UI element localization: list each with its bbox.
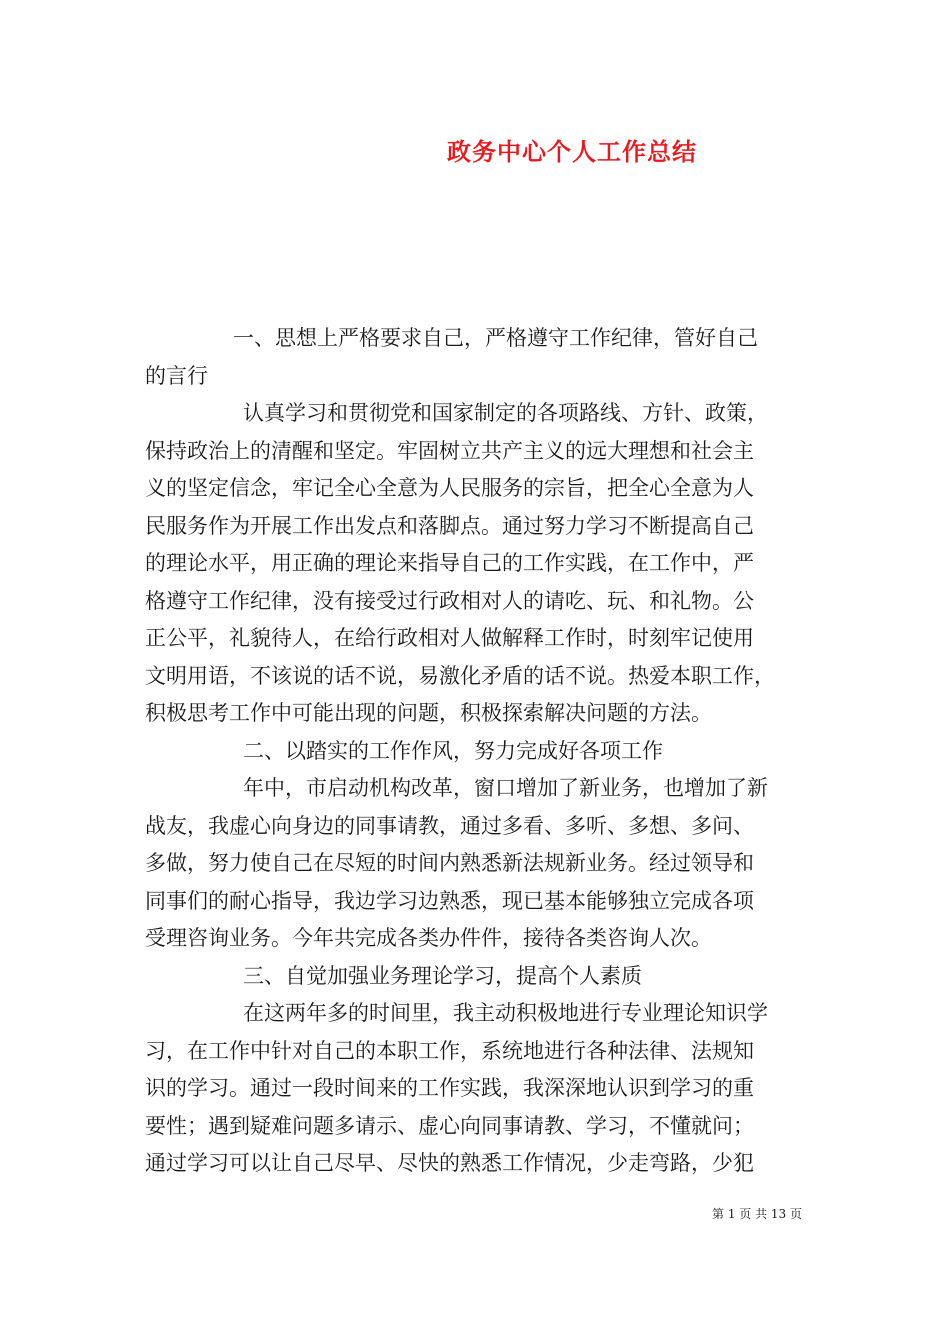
text-line: 文明用语，不该说的话不说，易激化矛盾的话不说。热爱本职工作， (145, 663, 775, 688)
text-line: 二、以踏实的工作作风，努力完成好各项工作 (243, 738, 663, 763)
text-line: 的理论水平，用正确的理论来指导自己的工作实践，在工作中，严 (145, 551, 754, 575)
text-line: 多做，努力使自己在尽短的时间内熟悉新法规新业务。经过领导和 (145, 851, 754, 875)
text-line: 识的学习。通过一段时间来的工作实践，我深深地认识到学习的重 (145, 1076, 754, 1100)
text-line: 受理咨询业务。今年共完成各类办件件，接待各类咨询人次。 (145, 926, 712, 950)
text-line: 习，在工作中针对自己的本职工作，系统地进行各种法律、法规知 (145, 1038, 754, 1063)
text-line: 在这两年多的时间里，我主动积极地进行专业理论知识学 (243, 1001, 768, 1025)
text-line: 年中，市启动机构改革，窗口增加了新业务，也增加了新 (243, 776, 768, 800)
text-line: 格遵守工作纪律，没有接受过行政相对人的请吃、玩、和礼物。公 (145, 588, 754, 613)
text-line: 要性；遇到疑难问题多请示、虚心向同事请教、学习，不懂就问； (145, 1113, 754, 1138)
text-line: 通过学习可以让自己尽早、尽快的熟悉工作情况，少走弯路，少犯 (145, 1151, 754, 1175)
text-line: 民服务作为开展工作出发点和落脚点。通过努力学习不断提高自己 (145, 513, 754, 538)
text-line: 三、自觉加强业务理论学习，提高个人素质 (243, 963, 642, 988)
text-line: 积极思考工作中可能出现的问题，积极探索解决问题的方法。 (145, 701, 712, 725)
text-line: 正公平，礼貌待人，在给行政相对人做解释工作时，时刻牢记使用 (145, 626, 754, 650)
text-line: 战友，我虚心向身边的同事请教，通过多看、多听、多想、多问、 (145, 813, 754, 838)
document-title: 政务中心个人工作总结 (447, 137, 697, 166)
text-line: 保持政治上的清醒和坚定。牢固树立共产主义的远大理想和社会主 (145, 438, 754, 463)
text-line: 一、思想上严格要求自己，严格遵守工作纪律，管好自己 (233, 326, 758, 350)
text-line: 的言行 (145, 363, 208, 388)
text-line: 认真学习和贯彻党和国家制定的各项路线、方针、政策， (243, 401, 768, 425)
document-body (145, 320, 815, 1183)
text-line: 义的坚定信念，牢记全心全意为人民服务的宗旨，把全心全意为人 (145, 476, 754, 500)
text-line: 同事们的耐心指导，我边学习边熟悉，现已基本能够独立完成各项 (145, 888, 754, 913)
page-footer: 第 1 页 共 13 页 (712, 1207, 802, 1221)
